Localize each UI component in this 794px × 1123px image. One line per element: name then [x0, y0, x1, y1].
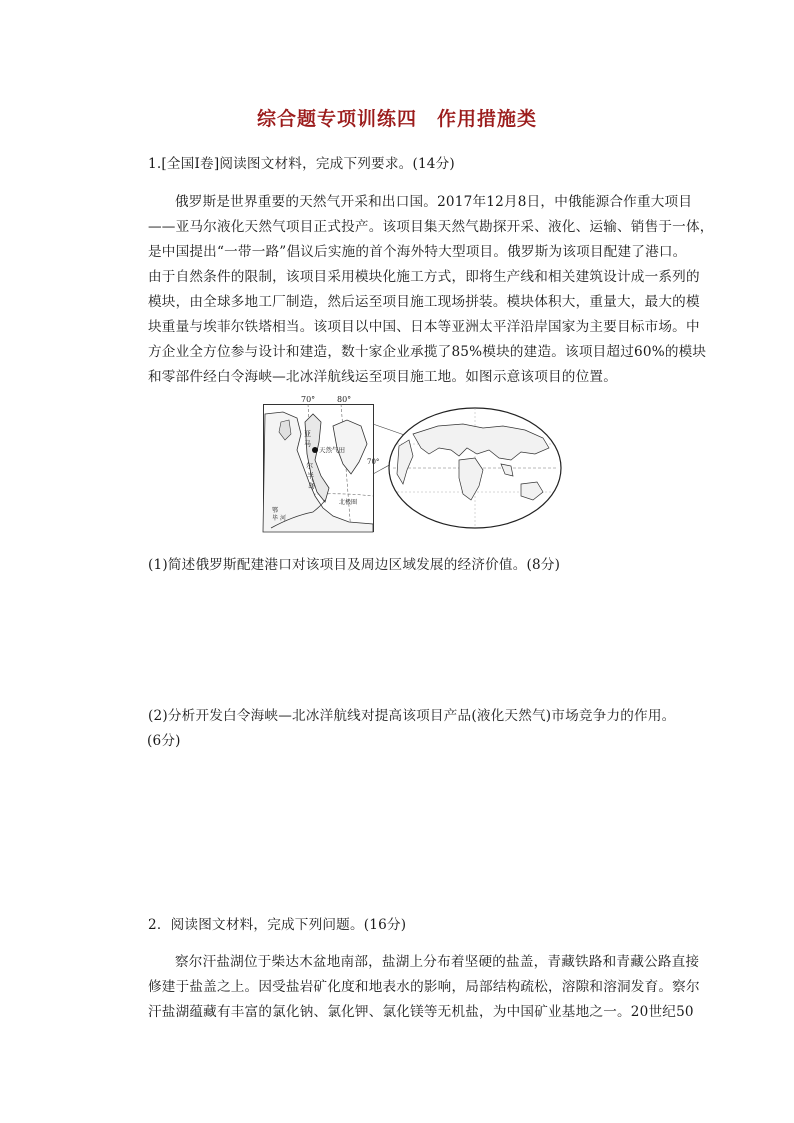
peninsula-label: 亚 — [304, 430, 311, 438]
q2-passage-line: 察尔汗盐湖位于柴达木盆地南部，盐湖上分布着坚硬的盐盖，青藏铁路和青藏公路直接 — [175, 954, 700, 970]
q1-passage-line: 块重量与埃菲尔铁塔相当。该项目以中国、日本等亚洲太平洋沿岸国家为主要目标市场。中 — [148, 319, 700, 335]
peninsula-label: 岛 — [308, 482, 315, 490]
q1-passage-line: 由于自然条件的限制，该项目采用模块化施工方式，即将生产线和相关建筑设计成一系列的 — [148, 269, 700, 285]
lon-label-70: 70° — [301, 395, 316, 404]
location-map-figure — [263, 395, 563, 532]
q1-passage-line: 是中国提出“一带一路”倡议后实施的首个海外特大型项目。俄罗斯为该项目配建了港口。 — [148, 244, 687, 260]
q1-passage-line: ——亚马尔液化天然气项目正式投产。该项目集天然气勘探开采、液化、运输、销售于一体， — [148, 219, 714, 235]
q1-sub2-line: (2)分析开发白令海峡—北冰洋航线对提高该项目产品(液化天然气)市场竞争力的作用。 — [148, 708, 676, 724]
q1-passage-line: 俄罗斯是世界重要的天然气开采和出口国。2017年12月8日，中俄能源合作重大项目 — [175, 194, 693, 210]
project-location-marker — [312, 447, 318, 453]
river-label: 河 — [280, 515, 287, 522]
q2-passage-line: 修建于盐盖之上。因受盐岩矿化度和地表水的影响，局部结构疏松，溶隙和溶洞发育。察尔 — [148, 979, 700, 995]
q1-sub1: (1)简述俄罗斯配建港口对该项目及周边区域发展的经济价值。(8分) — [148, 557, 561, 573]
arctic-circle-label: 北极圈 — [339, 499, 358, 506]
lon-label-80: 80° — [337, 395, 352, 404]
river-label: 毕 — [272, 515, 279, 522]
page-title: 综合题专项训练四 作用措施类 — [256, 108, 537, 130]
peninsula-label: 马 — [304, 440, 311, 448]
q1-passage-line: 和零部件经白令海峡—北冰洋航线运至项目施工地。如图示意该项目的位置。 — [148, 369, 617, 385]
q1-sub2-line: (6分) — [147, 733, 181, 749]
q2-passage — [148, 950, 700, 1025]
peninsula-label: 尔 — [306, 462, 313, 470]
q1-sub2 — [148, 704, 708, 754]
location-map — [263, 395, 563, 532]
q1-passage — [148, 190, 714, 390]
lat-label-70: 70° — [367, 458, 380, 466]
q2-passage-line: 汗盐湖蕴藏有丰富的氯化钠、氯化钾、氯化镁等无机盐，为中国矿业基地之一。20世纪50 — [148, 1004, 694, 1020]
q1-passage-line: 方企业全方位参与设计和建造，数十家企业承揽了85%模块的建造。该项目超过60%的模块 — [148, 344, 707, 360]
q2-header: 2．阅读图文材料，完成下列问题。(16分) — [148, 917, 407, 933]
river-label: 鄂 — [272, 507, 279, 514]
q1-header: 1.[全国Ⅰ卷]阅读图文材料，完成下列要求。(14分) — [148, 156, 455, 172]
project-label: 天然气田 — [319, 446, 345, 454]
q1-passage-line: 模块，由全球多地工厂制造，然后运至项目施工现场拼装。模块体积大，重量大，最大的模 — [148, 294, 700, 310]
peninsula-label: 半 — [307, 472, 314, 480]
